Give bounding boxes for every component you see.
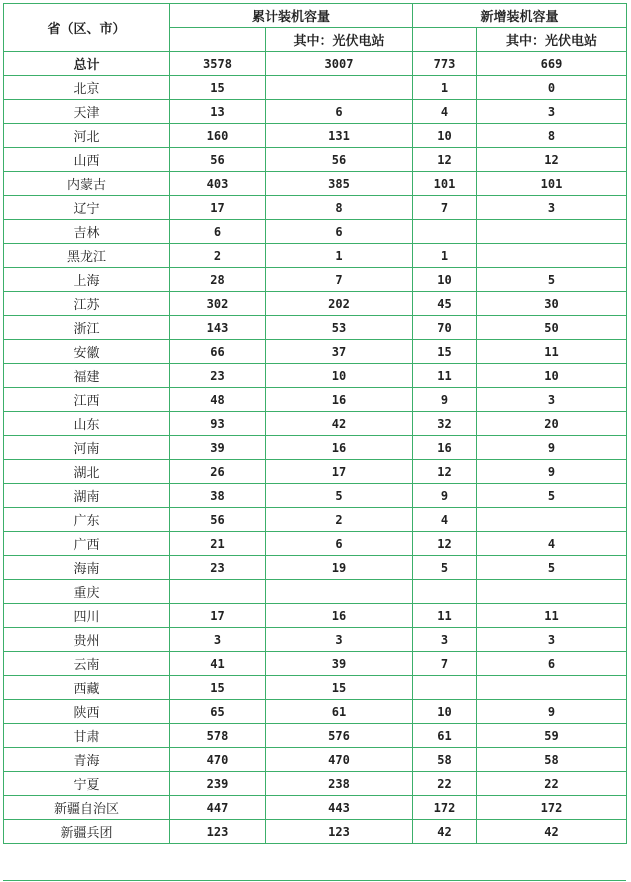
new-added-pv-cell: 12 (477, 148, 627, 172)
province-cell: 陕西 (4, 700, 170, 724)
province-cell: 海南 (4, 556, 170, 580)
new-added-cell (413, 220, 477, 244)
table-row (4, 292, 627, 316)
cumulative-cell: 17 (170, 604, 266, 628)
new-added-pv-cell (477, 580, 627, 604)
cumulative-cell (170, 580, 266, 604)
table-row (4, 532, 627, 556)
new-added-pv-cell: 0 (477, 76, 627, 100)
table-row (4, 820, 627, 844)
new-added-cell: 4 (413, 100, 477, 124)
table-row (4, 676, 627, 700)
cumulative-pv-cell: 470 (266, 748, 413, 772)
new-added-pv-cell: 172 (477, 796, 627, 820)
cumulative-cell: 447 (170, 796, 266, 820)
new-added-pv-cell: 50 (477, 316, 627, 340)
cumulative-pv-cell: 238 (266, 772, 413, 796)
cumulative-pv-cell: 1 (266, 244, 413, 268)
new-added-pv-cell: 3 (477, 628, 627, 652)
cumulative-cell: 65 (170, 700, 266, 724)
new-added-cell: 11 (413, 364, 477, 388)
cumulative-cell: 3578 (170, 52, 266, 76)
cumulative-cell: 38 (170, 484, 266, 508)
cumulative-pv-cell: 385 (266, 172, 413, 196)
province-cell: 新疆兵团 (4, 820, 170, 844)
new-added-pv-cell: 8 (477, 124, 627, 148)
new-added-pv-cell: 3 (477, 388, 627, 412)
new-added-pv-cell: 22 (477, 772, 627, 796)
new-added-pv-cell: 5 (477, 556, 627, 580)
new-added-cell: 5 (413, 556, 477, 580)
cumulative-pv-cell: 3 (266, 628, 413, 652)
cumulative-pv-cell: 6 (266, 100, 413, 124)
cumulative-pv-cell: 6 (266, 532, 413, 556)
table-row (4, 76, 627, 100)
cumulative-cell: 403 (170, 172, 266, 196)
province-cell: 总计 (4, 52, 170, 76)
province-cell: 浙江 (4, 316, 170, 340)
new-added-pv-cell (477, 676, 627, 700)
table-row (4, 484, 627, 508)
new-added-cell: 12 (413, 532, 477, 556)
new-added-pv-cell: 3 (477, 196, 627, 220)
new-added-cell: 7 (413, 652, 477, 676)
table-row (4, 148, 627, 172)
new-added-pv-cell: 669 (477, 52, 627, 76)
new-added-cell: 16 (413, 436, 477, 460)
new-added-cell: 9 (413, 484, 477, 508)
new-added-cell: 42 (413, 820, 477, 844)
header-new-total (413, 28, 477, 52)
province-cell: 湖南 (4, 484, 170, 508)
new-added-cell: 10 (413, 268, 477, 292)
new-added-cell: 15 (413, 340, 477, 364)
cumulative-pv-cell: 576 (266, 724, 413, 748)
province-cell: 重庆 (4, 580, 170, 604)
table-row (4, 580, 627, 604)
cumulative-cell: 23 (170, 364, 266, 388)
cumulative-cell: 302 (170, 292, 266, 316)
cumulative-cell: 66 (170, 340, 266, 364)
cumulative-pv-cell: 16 (266, 436, 413, 460)
province-cell: 北京 (4, 76, 170, 100)
new-added-cell: 12 (413, 460, 477, 484)
cumulative-cell: 239 (170, 772, 266, 796)
new-added-pv-cell: 4 (477, 532, 627, 556)
new-added-pv-cell: 9 (477, 436, 627, 460)
table-row-total (4, 52, 627, 76)
cumulative-cell: 578 (170, 724, 266, 748)
new-added-cell (413, 580, 477, 604)
cumulative-pv-cell: 37 (266, 340, 413, 364)
province-cell: 安徽 (4, 340, 170, 364)
cumulative-cell: 3 (170, 628, 266, 652)
table-row (4, 316, 627, 340)
new-added-cell: 12 (413, 148, 477, 172)
cumulative-pv-cell: 16 (266, 604, 413, 628)
table-row (4, 100, 627, 124)
province-cell: 青海 (4, 748, 170, 772)
table-row (4, 508, 627, 532)
new-added-cell: 22 (413, 772, 477, 796)
new-added-cell: 70 (413, 316, 477, 340)
table-row (4, 652, 627, 676)
province-cell: 内蒙古 (4, 172, 170, 196)
new-added-cell: 10 (413, 124, 477, 148)
cumulative-cell: 39 (170, 436, 266, 460)
new-added-pv-cell: 30 (477, 292, 627, 316)
new-added-pv-cell: 101 (477, 172, 627, 196)
cumulative-pv-cell: 16 (266, 388, 413, 412)
new-added-cell: 9 (413, 388, 477, 412)
cumulative-cell: 23 (170, 556, 266, 580)
province-cell: 河北 (4, 124, 170, 148)
cumulative-cell: 21 (170, 532, 266, 556)
province-cell: 广西 (4, 532, 170, 556)
cumulative-cell: 15 (170, 676, 266, 700)
cumulative-cell: 15 (170, 76, 266, 100)
new-added-cell: 4 (413, 508, 477, 532)
new-added-cell: 32 (413, 412, 477, 436)
province-cell: 贵州 (4, 628, 170, 652)
cumulative-cell: 160 (170, 124, 266, 148)
province-cell: 黑龙江 (4, 244, 170, 268)
province-cell: 天津 (4, 100, 170, 124)
cumulative-cell: 56 (170, 508, 266, 532)
cumulative-cell: 93 (170, 412, 266, 436)
province-cell: 山西 (4, 148, 170, 172)
province-cell: 宁夏 (4, 772, 170, 796)
new-added-pv-cell: 11 (477, 340, 627, 364)
cumulative-pv-cell: 8 (266, 196, 413, 220)
new-added-cell: 58 (413, 748, 477, 772)
cumulative-pv-cell: 56 (266, 148, 413, 172)
cumulative-cell: 2 (170, 244, 266, 268)
cumulative-cell: 123 (170, 820, 266, 844)
province-cell: 江西 (4, 388, 170, 412)
cumulative-pv-cell: 17 (266, 460, 413, 484)
new-added-pv-cell: 42 (477, 820, 627, 844)
new-added-cell: 45 (413, 292, 477, 316)
cumulative-pv-cell: 7 (266, 268, 413, 292)
cumulative-cell: 41 (170, 652, 266, 676)
cumulative-pv-cell: 202 (266, 292, 413, 316)
header-cumulative-pv: 其中：光伏电站 (266, 28, 413, 52)
new-added-cell: 101 (413, 172, 477, 196)
table-row (4, 556, 627, 580)
cumulative-pv-cell: 5 (266, 484, 413, 508)
province-cell: 福建 (4, 364, 170, 388)
new-added-cell: 1 (413, 244, 477, 268)
cumulative-pv-cell: 61 (266, 700, 413, 724)
table-body (4, 52, 627, 844)
cumulative-pv-cell: 3007 (266, 52, 413, 76)
new-added-pv-cell: 9 (477, 460, 627, 484)
new-added-cell: 11 (413, 604, 477, 628)
new-added-pv-cell: 5 (477, 268, 627, 292)
new-added-cell: 7 (413, 196, 477, 220)
header-cumulative: 累计装机容量 (170, 4, 413, 28)
cumulative-cell: 143 (170, 316, 266, 340)
table-row (4, 172, 627, 196)
cumulative-pv-cell: 15 (266, 676, 413, 700)
province-cell: 江苏 (4, 292, 170, 316)
cumulative-pv-cell: 53 (266, 316, 413, 340)
cumulative-pv-cell: 131 (266, 124, 413, 148)
province-cell: 新疆自治区 (4, 796, 170, 820)
cumulative-cell: 13 (170, 100, 266, 124)
new-added-cell (413, 676, 477, 700)
province-cell: 上海 (4, 268, 170, 292)
table-row (4, 268, 627, 292)
cumulative-pv-cell (266, 76, 413, 100)
new-added-pv-cell: 5 (477, 484, 627, 508)
new-added-cell: 61 (413, 724, 477, 748)
new-added-cell: 10 (413, 700, 477, 724)
cumulative-pv-cell (266, 580, 413, 604)
header-province: 省（区、市） (4, 4, 170, 52)
table-row (4, 724, 627, 748)
table-row (4, 796, 627, 820)
table-row (4, 412, 627, 436)
table-row (4, 700, 627, 724)
table-row (4, 772, 627, 796)
province-cell: 辽宁 (4, 196, 170, 220)
province-cell: 河南 (4, 436, 170, 460)
cumulative-cell: 48 (170, 388, 266, 412)
cumulative-cell: 470 (170, 748, 266, 772)
new-added-pv-cell: 9 (477, 700, 627, 724)
province-cell: 云南 (4, 652, 170, 676)
province-cell: 四川 (4, 604, 170, 628)
cumulative-pv-cell: 6 (266, 220, 413, 244)
table-row (4, 436, 627, 460)
new-added-pv-cell: 3 (477, 100, 627, 124)
table-row (4, 628, 627, 652)
new-added-cell: 3 (413, 628, 477, 652)
cumulative-pv-cell: 42 (266, 412, 413, 436)
table-row (4, 388, 627, 412)
table-row (4, 244, 627, 268)
table-row (4, 460, 627, 484)
capacity-table (3, 3, 627, 844)
province-cell: 甘肃 (4, 724, 170, 748)
province-cell: 山东 (4, 412, 170, 436)
header-new-pv: 其中：光伏电站 (477, 28, 627, 52)
new-added-pv-cell (477, 220, 627, 244)
cumulative-cell: 26 (170, 460, 266, 484)
table-row (4, 340, 627, 364)
new-added-pv-cell: 11 (477, 604, 627, 628)
table-row (4, 604, 627, 628)
cumulative-cell: 56 (170, 148, 266, 172)
new-added-pv-cell: 6 (477, 652, 627, 676)
cumulative-cell: 17 (170, 196, 266, 220)
cumulative-pv-cell: 2 (266, 508, 413, 532)
table-row (4, 220, 627, 244)
cumulative-cell: 6 (170, 220, 266, 244)
new-added-pv-cell: 59 (477, 724, 627, 748)
new-added-pv-cell (477, 244, 627, 268)
province-cell: 西藏 (4, 676, 170, 700)
new-added-cell: 1 (413, 76, 477, 100)
cumulative-pv-cell: 443 (266, 796, 413, 820)
table-row (4, 124, 627, 148)
header-cumulative-total (170, 28, 266, 52)
table-bottom-border (3, 880, 626, 881)
cumulative-cell: 28 (170, 268, 266, 292)
province-cell: 广东 (4, 508, 170, 532)
table-row (4, 196, 627, 220)
cumulative-pv-cell: 10 (266, 364, 413, 388)
cumulative-pv-cell: 19 (266, 556, 413, 580)
table-row (4, 364, 627, 388)
table-row (4, 748, 627, 772)
new-added-pv-cell: 10 (477, 364, 627, 388)
header-new-added: 新增装机容量 (413, 4, 627, 28)
new-added-pv-cell (477, 508, 627, 532)
cumulative-pv-cell: 123 (266, 820, 413, 844)
province-cell: 湖北 (4, 460, 170, 484)
new-added-pv-cell: 20 (477, 412, 627, 436)
cumulative-pv-cell: 39 (266, 652, 413, 676)
new-added-pv-cell: 58 (477, 748, 627, 772)
new-added-cell: 773 (413, 52, 477, 76)
province-cell: 吉林 (4, 220, 170, 244)
new-added-cell: 172 (413, 796, 477, 820)
